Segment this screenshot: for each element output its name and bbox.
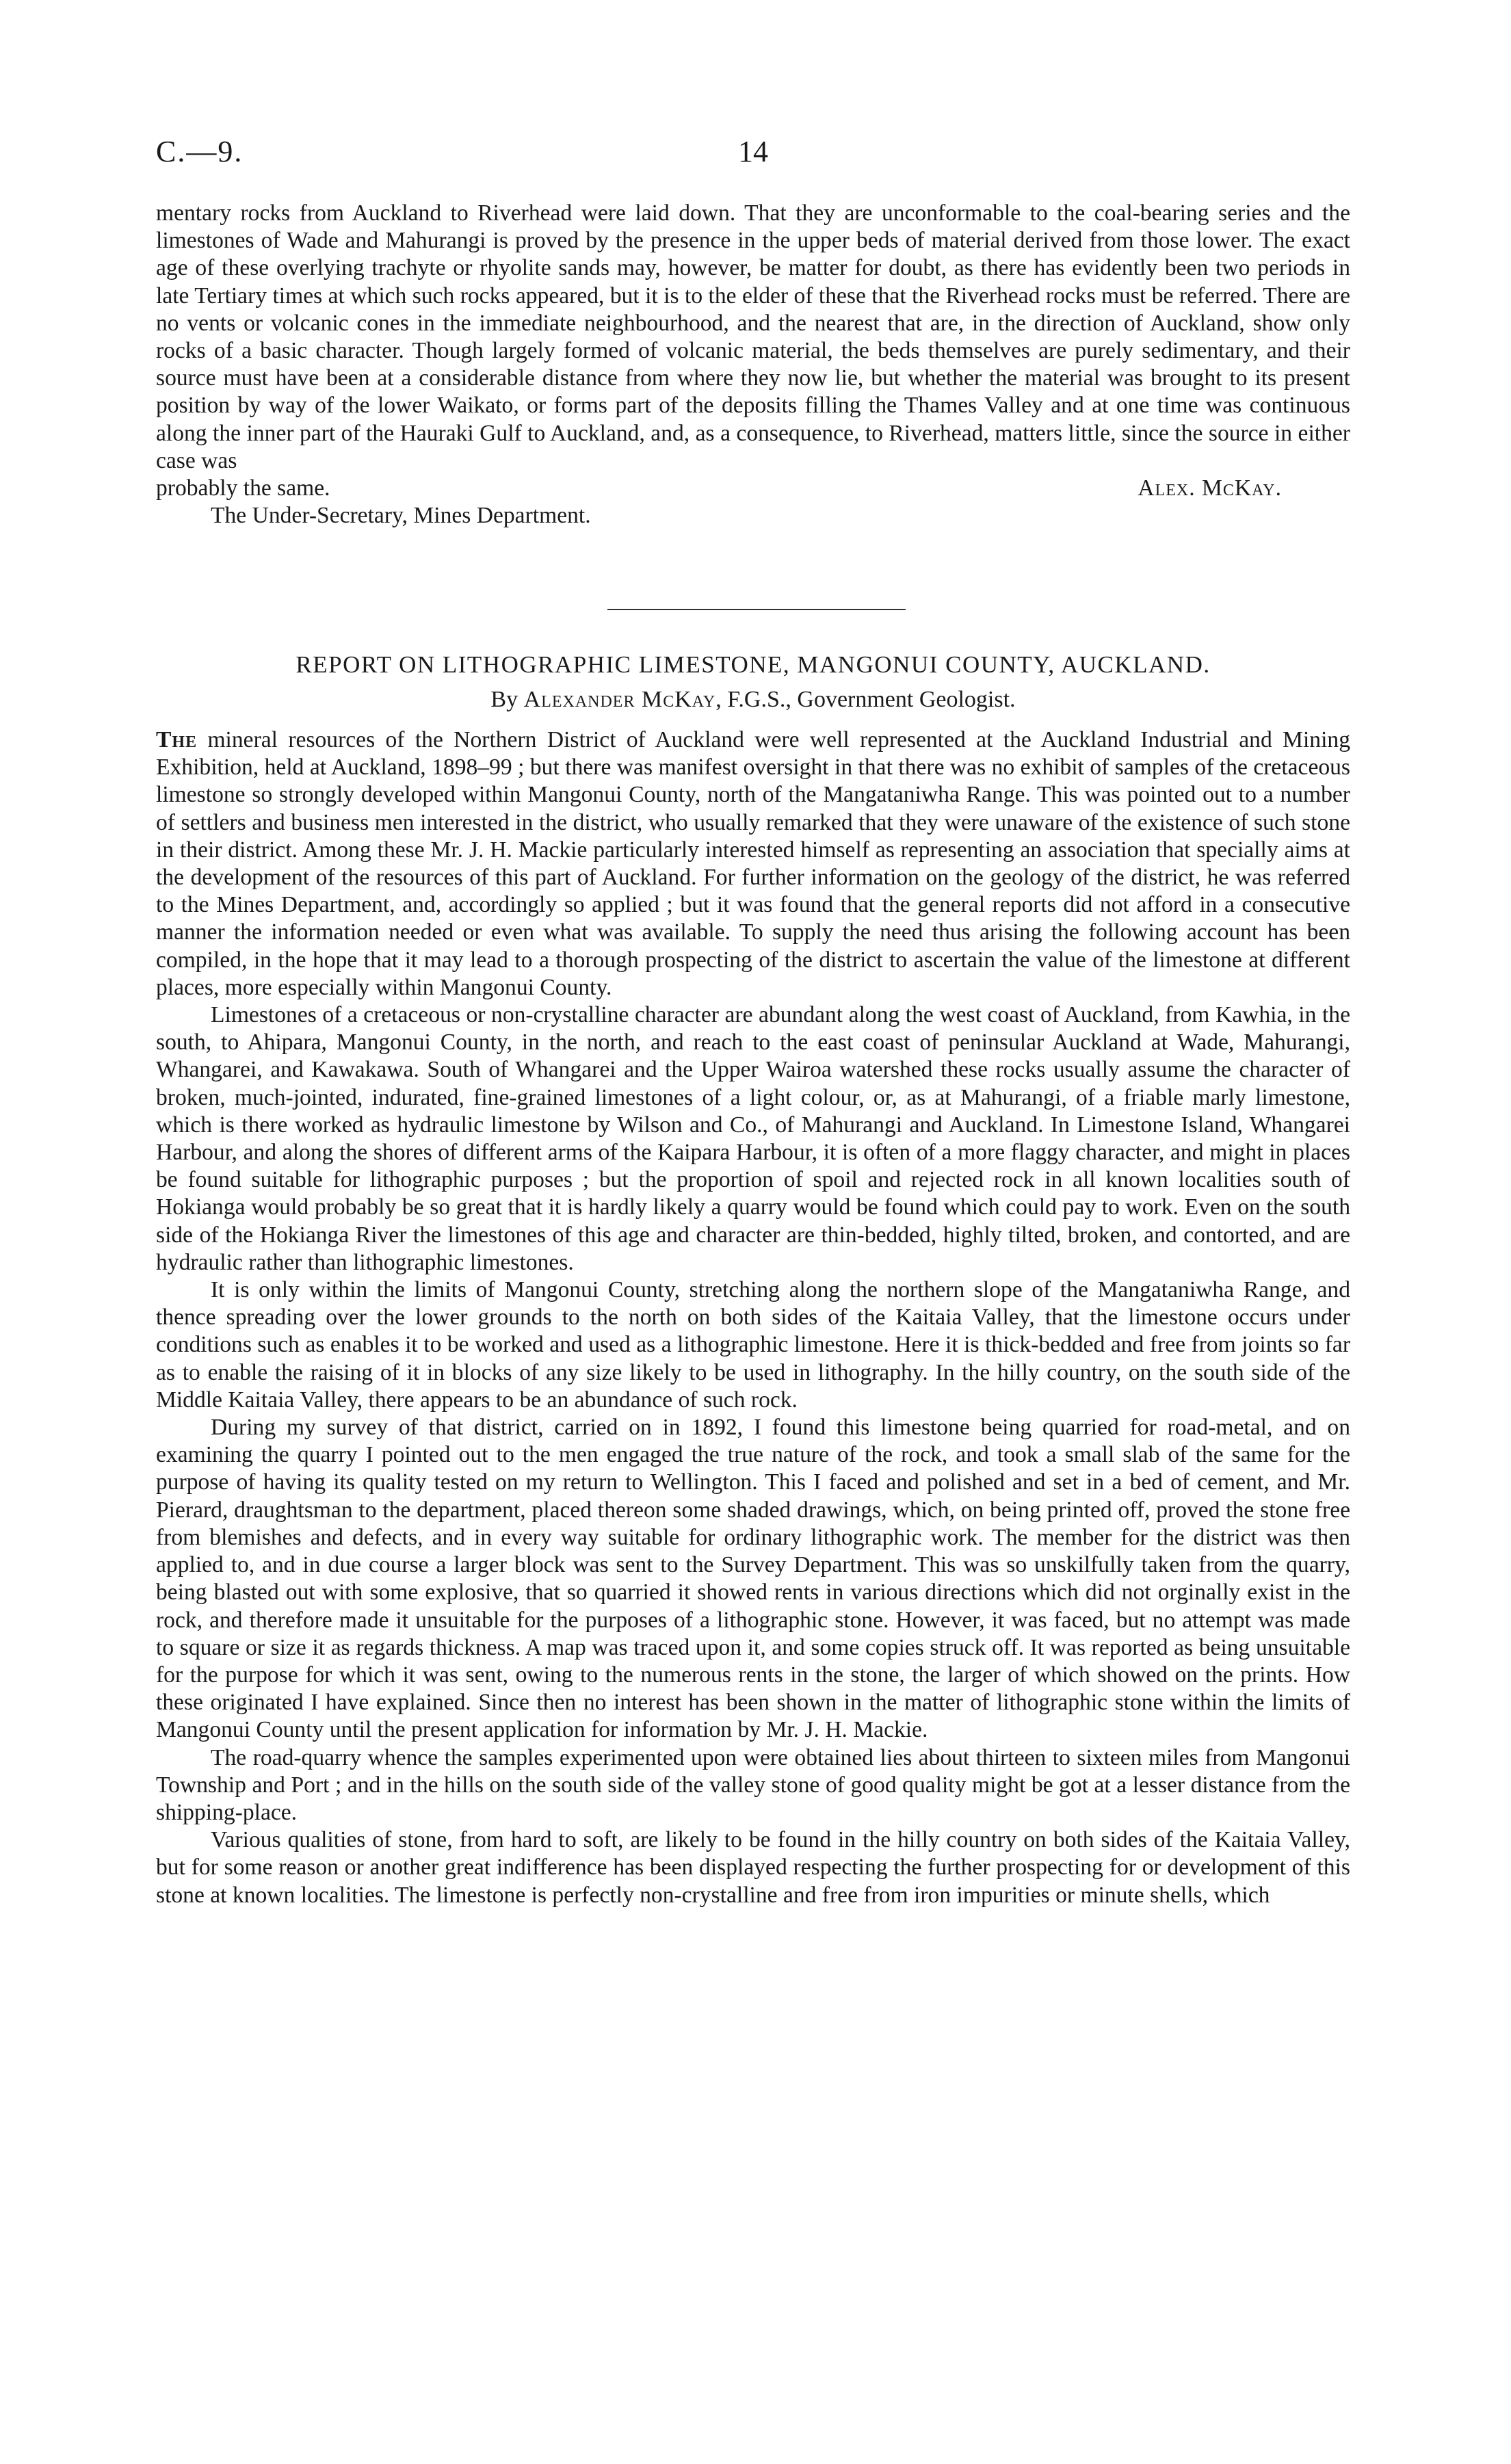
page-number: 14 [738, 135, 768, 168]
closing-text: probably the same. [156, 475, 330, 501]
signature-line [156, 475, 1350, 502]
paragraph-1-text: mineral resources of the Northern District of Auckland were well represented at the Auckland Industrial and Mining Exhibition, held at Auckland, 1898–99 ; but there was manifest oversight in that there was no exhibit of samples of the cretaceous limestone so strongly developed within Mangonui County, north of the Mangataniwha Range. This was pointed out to a number of settlers and business men interested in the district, who usually remarked that they were unaware of the existence of such stone in their district. Among these Mr. J. H. Mackie particularly interested himself as representing an association that specially aims at the development of the resources of this part of Auckland. For further information on the geology of the district, he was referred to the Mines Department, and, accordingly so applied ; but it was found that the general reports did not afford in a consecutive manner the information needed or even what was available. To supply the need thus arising the following account has been compiled, in the hope that it may lead to a thorough prospecting of the district to ascertain the value of the limestone at different places, more especially within Mangonui County. [156, 727, 1350, 1000]
section-divider [607, 609, 906, 610]
report-byline [156, 687, 1350, 713]
document-reference: C.—9. [156, 135, 244, 168]
paragraph-3: It is only within the limits of Mangonui County, stretching along the northern slope of the Mangataniwha Range, and thence spreading over the lower grounds to the north on both sides of the Kaitaia Valley, that the limestone occurs under conditions such as enables it to be worked and used as a lithographic limestone. Here it is thick-bedded and free from joints so far as to enable the raising of it in blocks of any size likely to be used in lithography. In the hilly country, on the south side of the Middle Kaitaia Valley, there appears to be an abundance of such rock. [156, 1277, 1350, 1413]
paragraph-4: During my survey of that district, carried on in 1892, I found this limestone being quarried for road-metal, and on examining the quarry I pointed out to the men engaged the true nature of the rock, and took a small slab of the same for the purpose of having its quality tested on my return to Wellington. This I faced and polished and set in a bed of cement, and Mr. Pierard, draughtsman to the department, placed thereon some shaded drawings, which, on being printed off, proved the stone free from blemishes and defects, and in every way suitable for ordinary lithographic work. The member for the district was then applied to, and in due course a larger block was sent to the Survey Department. This was so unskilfully taken from the quarry, being blasted out with some explosive, that so quarried it showed rents in various directions which did not orginally exist in the rock, and therefore made it unsuitable for the purposes of a lithographic stone. However, it was faced, but no attempt was made to square or size it as regards thickness. A map was traced upon it, and some copies struck off. It was reported as being unsuitable for the purpose for which it was sent, owing to the numerous rents in the stone, the larger of which showed on the prints. How these originated I have explained. Since then no interest has been shown in the matter of lithographic stone within the limits of Mangonui County until the present application for information by Mr. J. H. Mackie. [156, 1415, 1350, 1743]
page-header [156, 134, 1350, 175]
paragraph-2: Limestones of a cretaceous or non-crystalline character are abundant along the west coast of Auckland, from Kawhia, in the south, to Ahipara, Mangonui County, in the north, and reach to the east coast of peninsular Auckland at Wade, Mahurangi, Whangarei, and Kawakawa. South of Whangarei and the Upper Wairoa watershed these rocks usually assume the character of broken, much-jointed, indurated, fine-grained limestones of a light colour, or, as at Mahurangi, of a friable marly limestone, which is there worked as hydraulic limestone by Wilson and Co., of Mahurangi and Auckland. In Limestone Island, Whangarei Harbour, and along the shores of different arms of the Kaipara Harbour, it is often of a more flaggy character, and might in places be found suitable for lithographic purposes ; but the proportion of spoil and rejected rock in all known localities south of Hokianga would probably be so great that it is hardly likely a quarry would be found which could pay to work. Even on the south side of the Hokianga River the limestones of this age and character are thin-bedded, highly tilted, broken, and contorted, and are hydraulic rather than lithographic limestones. [156, 1002, 1350, 1275]
report-body [156, 726, 1350, 1909]
author-name: Alexander McKay [523, 687, 716, 712]
continuation-section [156, 200, 1350, 529]
report-title: REPORT ON LITHOGRAPHIC LIMESTONE, MANGONUI COUNTY, AUCKLAND. [295, 651, 1211, 678]
author-credentials: , F.G.S., Government Geologist. [715, 687, 1016, 712]
signature: Alex. McKay. [1138, 475, 1282, 501]
continuation-paragraph: mentary rocks from Auckland to Riverhead were laid down. That they are unconformable to the coal-bearing series and the limestones of Wade and Mahurangi is proved by the presence in the upper beds of material derived from those lower. The exact age of these overlying trachyte or rhyolite sands may, however, be matter for doubt, as there has evidently been two periods in late Tertiary times at which such rocks appeared, but it is to the elder of these that the Riverhead rocks must be referred. There are no vents or volcanic cones in the immediate neighbourhood, and the nearest that are, in the direction of Auckland, show only rocks of a basic character. Though largely formed of volcanic material, the beds themselves are purely sedimentary, and their source must have been at a considerable distance from where they now lie, but whether the material was brought to its present position by way of the lower Waikato, or forms part of the deposits filling the Thames Valley and at one time was continuous along the inner part of the Hauraki Gulf to Auckland, and, as a consequence, to Riverhead, matters little, since the source in either case was [156, 200, 1350, 473]
addressee: The Under-Secretary, Mines Department. [211, 503, 591, 529]
lead-word: The [156, 727, 198, 752]
paragraph-1 [156, 726, 1350, 1001]
paragraph-6: Various qualities of stone, from hard to soft, are likely to be found in the hilly country on both sides of the Kaitaia Valley, but for some reason or another great indifference has been displayed respecting the further prospecting for or development of this stone at known localities. The limestone is perfectly non-crystalline and free from iron impurities or minute shells, which [156, 1827, 1350, 1908]
byline-prefix: By [490, 687, 518, 712]
paragraph-5: The road-quarry whence the samples experimented upon were obtained lies about thirteen to sixteen miles from Mangonui Township and Port ; and in the hills on the south side of the valley stone of good quality might be got at a lesser distance from the shipping-place. [156, 1744, 1350, 1825]
